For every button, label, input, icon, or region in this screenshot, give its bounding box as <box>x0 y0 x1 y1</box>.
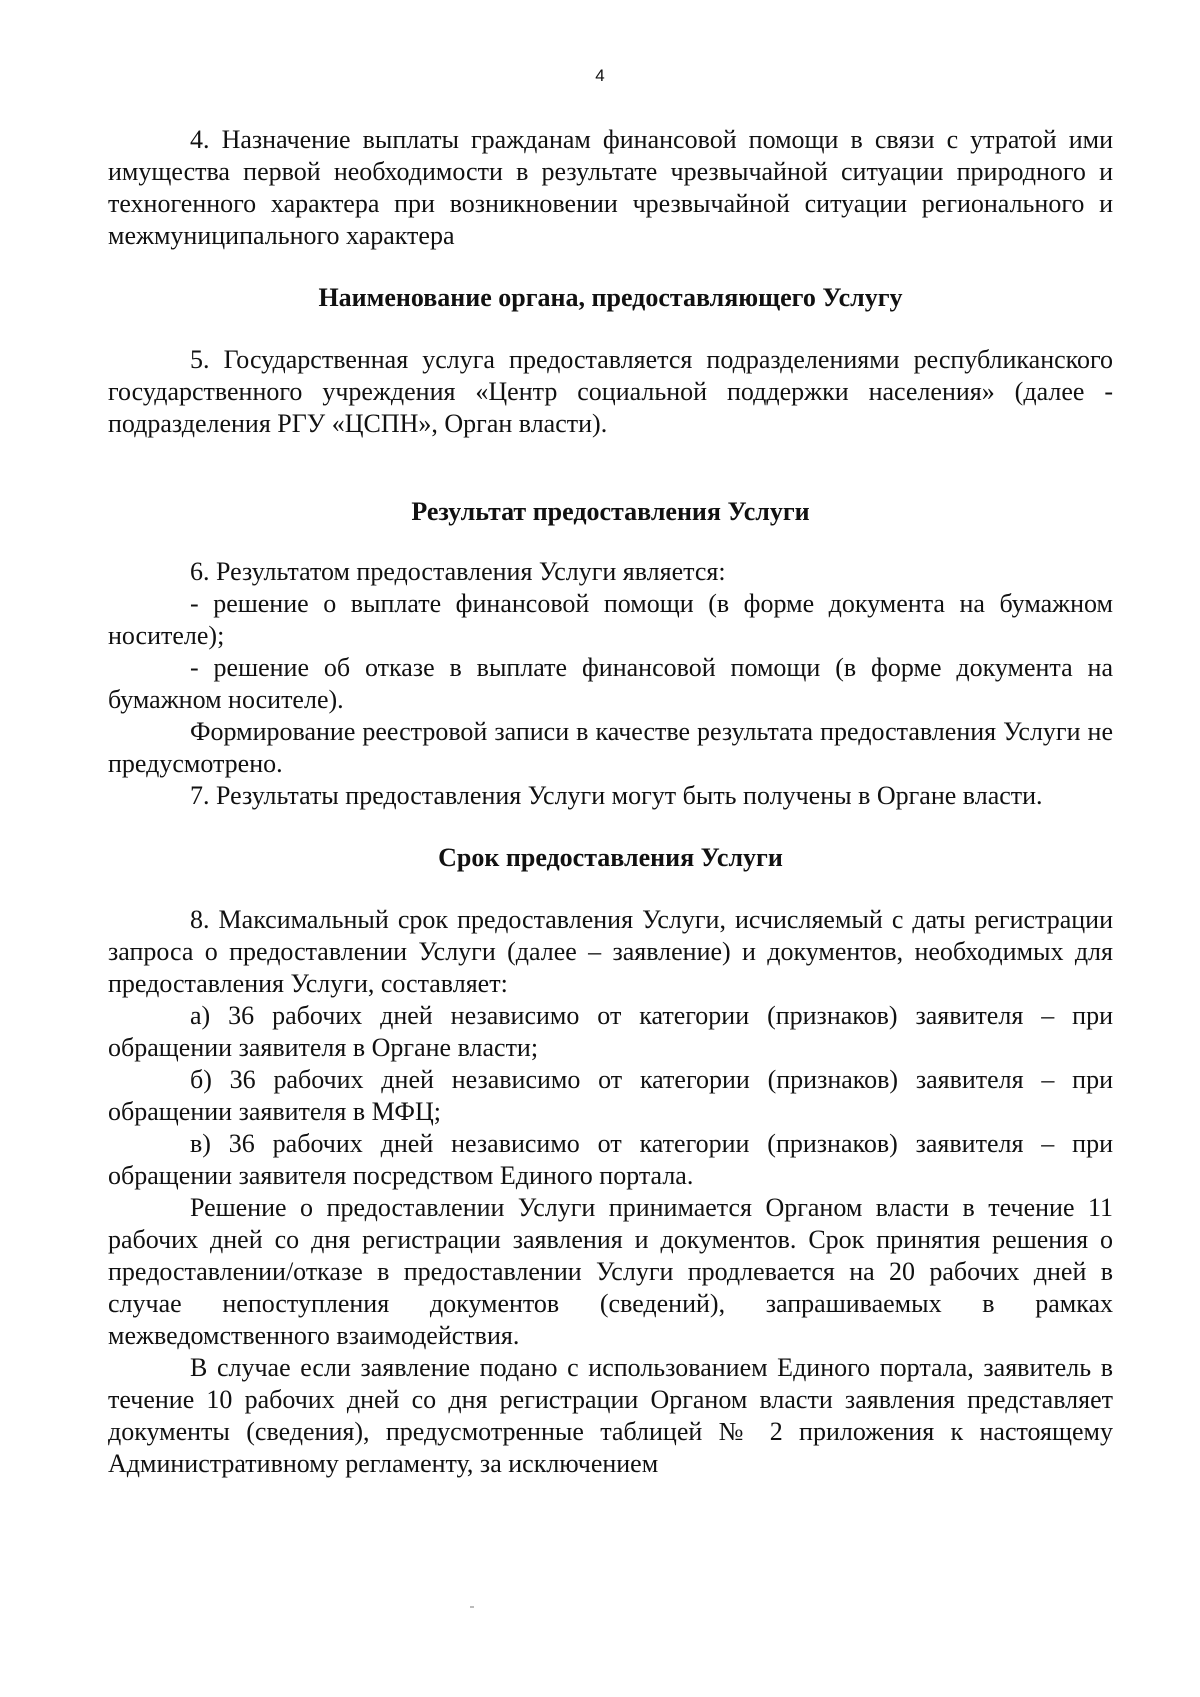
paragraph-decision: Решение о предоставлении Услуги принимается Органом власти в течение 11 рабочих дней со дня регистрации заявления и документов. Срок принятия решения о предоставлении/отказе в предоставлении Услуги продлевается на 20 рабочих дней в случае непоступления документов (сведений), запрашиваемых в рамках межведомственного взаимодействия. <box>108 1193 1113 1350</box>
list-item-8c: в) 36 рабочих дней независимо от категории (признаков) заявителя – при обращении заявителя посредством Единого портала. <box>108 1129 1113 1190</box>
paragraph-5: 5. Государственная услуга предоставляется подразделениями республиканского государственного учреждения «Центр социальной поддержки населения» (далее - подразделения РГУ «ЦСПН», Орган власти). <box>108 345 1113 438</box>
paragraph-6: 6. Результатом предоставления Услуги является: <box>190 557 726 586</box>
list-item-6b: - решение об отказе в выплате финансовой помощи (в форме документа на бумажном носителе). <box>108 653 1113 714</box>
paragraph-6-registry: Формирование реестровой записи в качестве результата предоставления Услуги не предусмотрено. <box>108 717 1113 778</box>
paragraph-7: 7. Результаты предоставления Услуги могут быть получены в Органе власти. <box>190 781 1043 810</box>
heading-term: Срок предоставления Услуги <box>438 843 783 872</box>
list-item-8a: а) 36 рабочих дней независимо от категории (признаков) заявителя – при обращении заявителя в Органе власти; <box>108 1001 1113 1062</box>
scan-artifact <box>470 1606 474 1608</box>
paragraph-portal: В случае если заявление подано с использованием Единого портала, заявитель в течение 10 рабочих дней со дня регистрации Органом власти заявления представляет документы (сведения), предусмотренные таблицей № 2 приложения к настоящему Административному регламенту, за исключением <box>108 1353 1113 1478</box>
heading-result: Результат предоставления Услуги <box>411 497 810 526</box>
document-body <box>108 124 1113 1480</box>
list-item-8b: б) 36 рабочих дней независимо от категории (признаков) заявителя – при обращении заявителя в МФЦ; <box>108 1065 1113 1126</box>
paragraph-8: 8. Максимальный срок предоставления Услуги, исчисляемый с даты регистрации запроса о предоставлении Услуги (далее – заявление) и документов, необходимых для предоставления Услуги, составляет: <box>108 905 1113 998</box>
paragraph-4: 4. Назначение выплаты гражданам финансовой помощи в связи с утратой ими имущества первой необходимости в результате чрезвычайной ситуации природного и техногенного характера при возникновении чрезвычайной ситуации регионального и межмуниципального характера <box>108 125 1113 250</box>
heading-organ: Наименование органа, предоставляющего Услугу <box>318 283 903 312</box>
list-item-6a: - решение о выплате финансовой помощи (в форме документа на бумажном носителе); <box>108 589 1113 650</box>
page-number: 4 <box>595 66 605 85</box>
